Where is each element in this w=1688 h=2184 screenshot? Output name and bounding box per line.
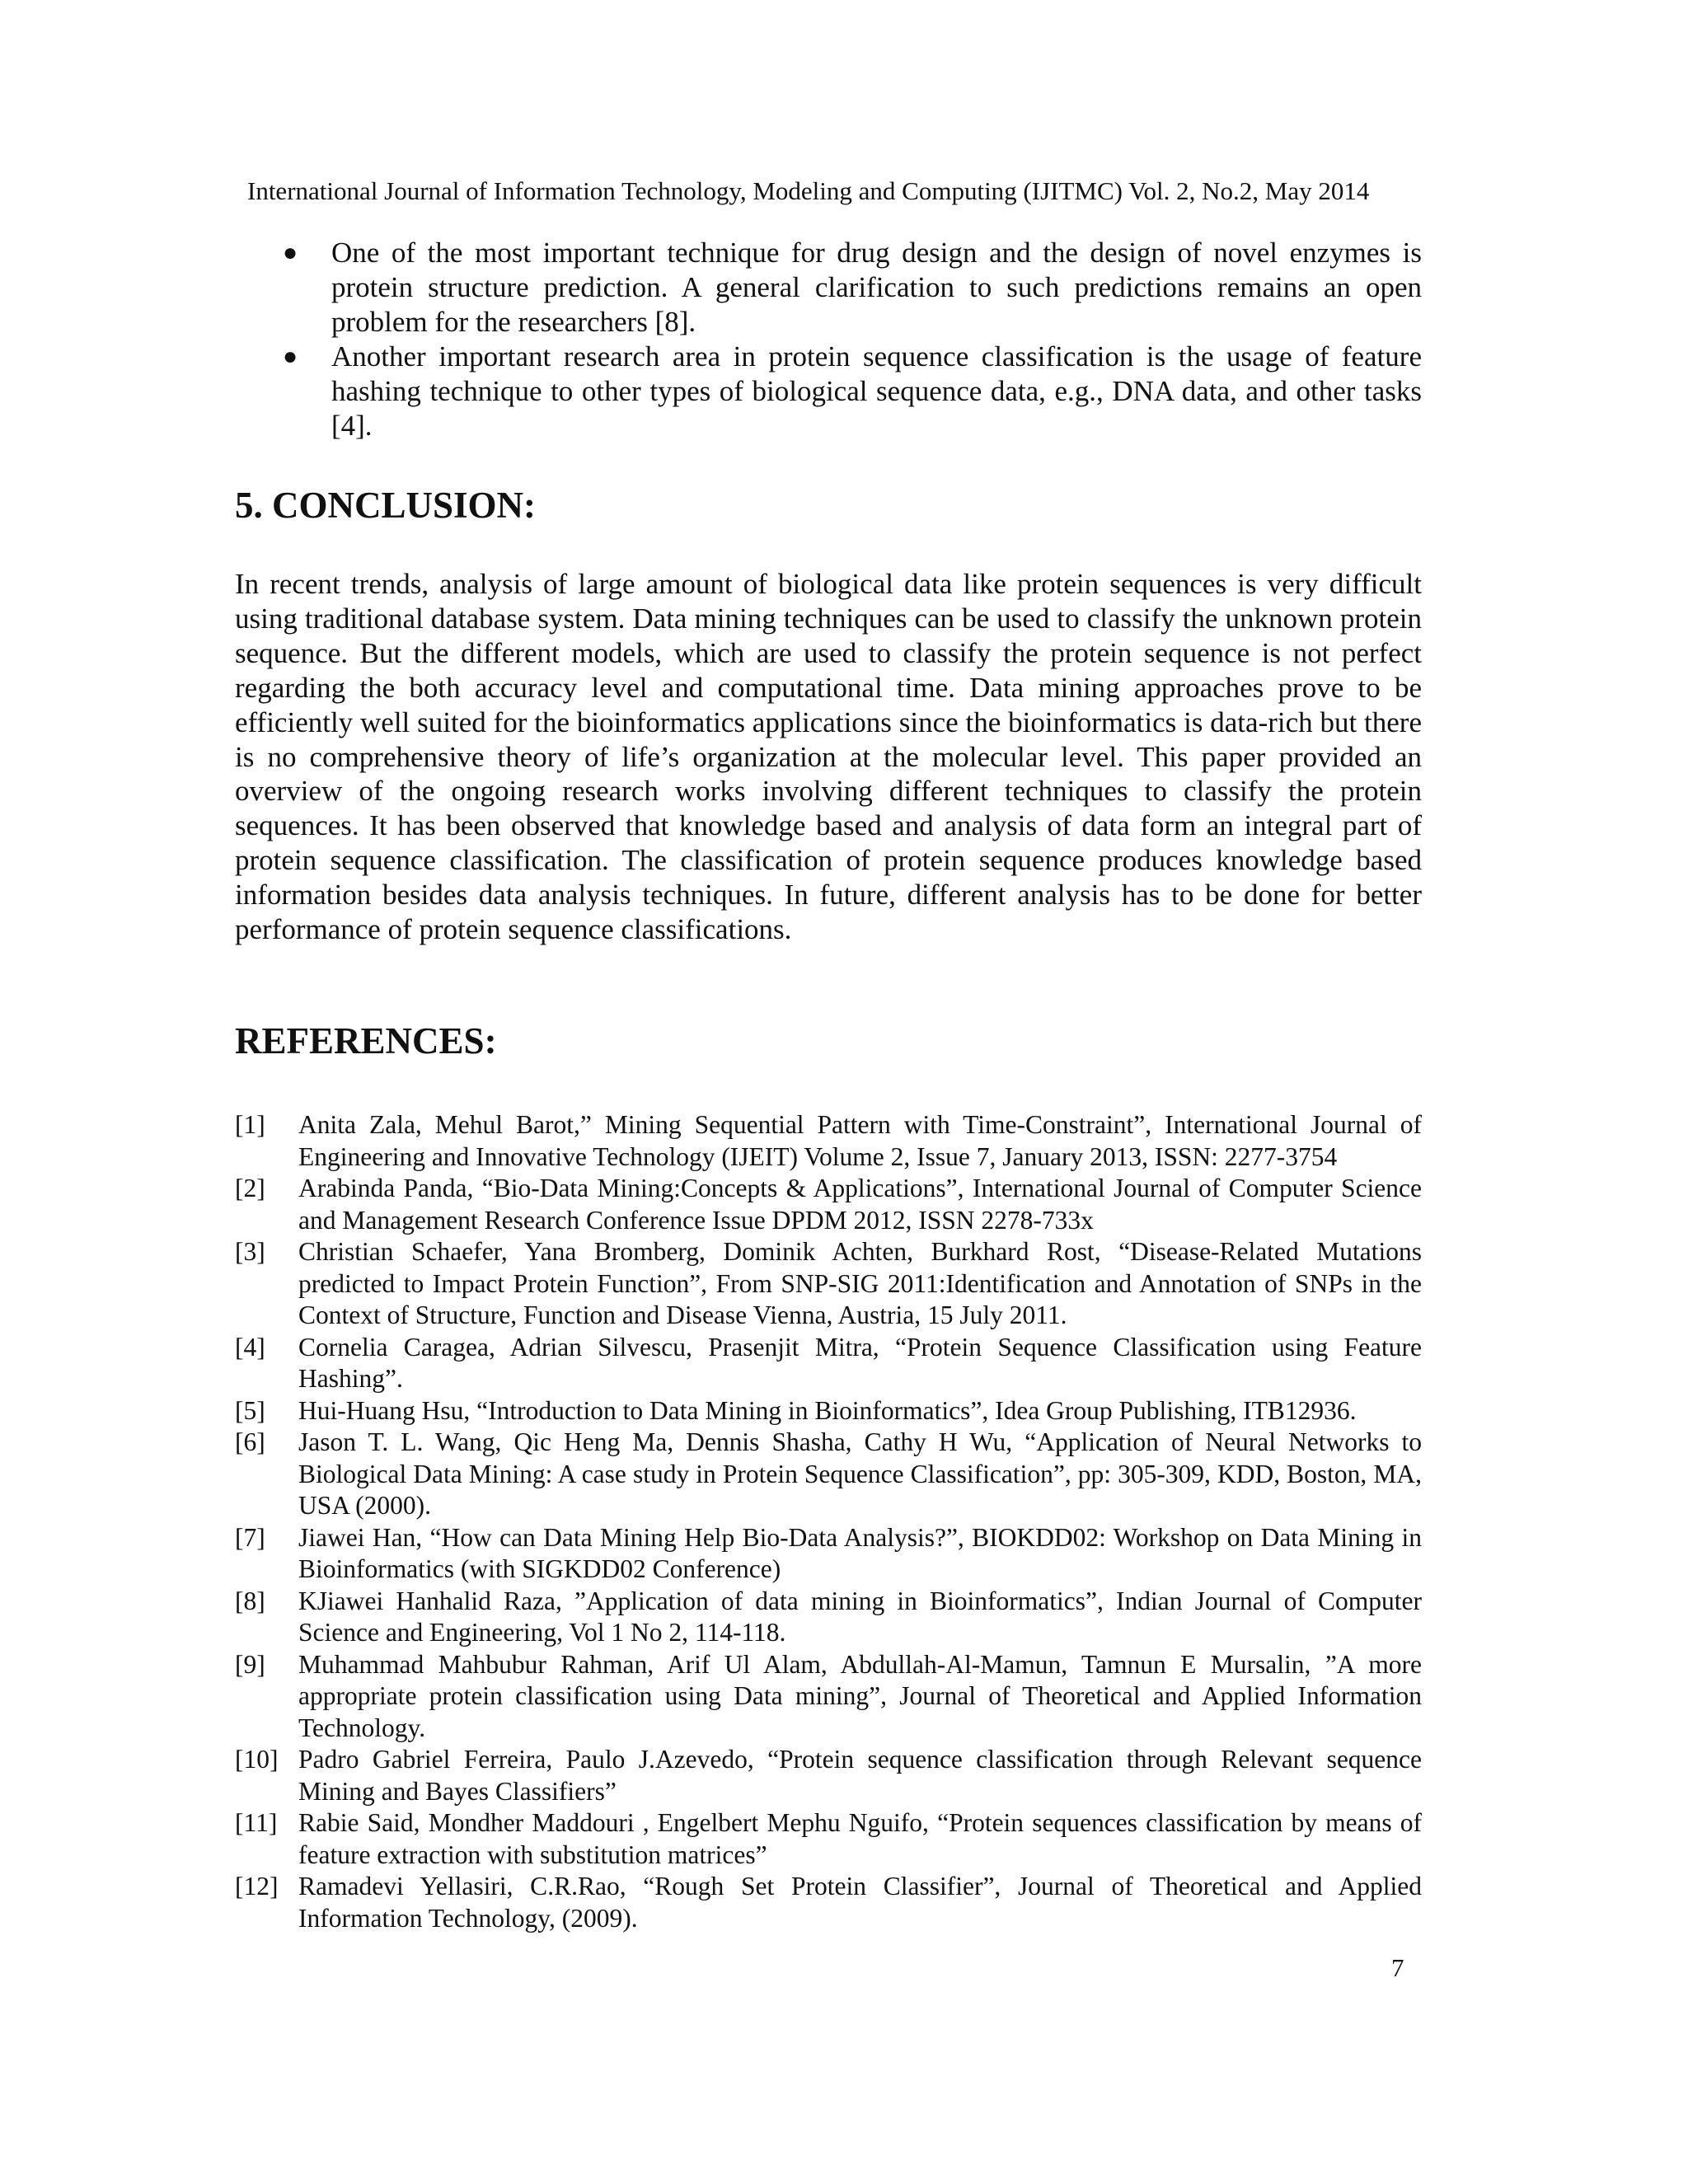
reference-number: [4] xyxy=(235,1332,265,1361)
reference-number: [7] xyxy=(235,1522,265,1552)
bullet-icon: ● xyxy=(283,343,298,370)
bullet-text: One of the most important technique for drug design and the design of novel enzymes is protein structure prediction. A general clarification to such predictions remains an open problem for the researchers [8]. xyxy=(331,237,1422,338)
reference-number: [11] xyxy=(235,1808,278,1837)
reference-text: Muhammad Mahbubur Rahman, Arif Ul Alam, Abdullah-Al-Mamun, Tamnun E Mursalin, ”A more appropriate protein classification using Data mining”, Journal of Theoretical and Applied Information Technology. xyxy=(298,1649,1422,1742)
reference-number: [3] xyxy=(235,1237,265,1266)
reference-item xyxy=(235,1332,1422,1395)
reference-item xyxy=(235,1807,1422,1871)
reference-item xyxy=(235,1871,1422,1934)
reference-number: [5] xyxy=(235,1395,265,1425)
bullet-text: Another important research area in protein sequence classification is the usage of feature hashing technique to other types of biological sequence data, e.g., DNA data, and other tasks [4]. xyxy=(331,340,1422,442)
reference-text: KJiawei Hanhalid Raza, ”Application of data mining in Bioinformatics”, Indian Journal of Computer Science and Engineering, Vol 1 No 2, 114-118. xyxy=(298,1586,1422,1647)
reference-item xyxy=(235,1744,1422,1807)
conclusion-heading: 5. CONCLUSION: xyxy=(235,485,537,526)
reference-text: Padro Gabriel Ferreira, Paulo J.Azevedo, “Protein sequence classification through Relevant sequence Mining and Bayes Classifiers” xyxy=(298,1745,1422,1806)
bullet-icon: ● xyxy=(283,239,298,266)
reference-text: Jason T. L. Wang, Qic Heng Ma, Dennis Shasha, Cathy H Wu, “Application of Neural Networks to Biological Data Mining: A case study in Protein Sequence Classification”, pp: 305-309, KDD, Boston, MA, USA (2000). xyxy=(298,1427,1422,1520)
conclusion-paragraph: In recent trends, analysis of large amount of biological data like protein sequences is very difficult using traditional database system. Data mining techniques can be used to classify the unknown protein sequence. But the different models, which are used to classify the protein sequence is not perfect regarding the both accuracy level and computational time. Data mining approaches prove to be efficiently well suited for the bioinformatics applications since the bioinformatics is data-rich but there is no comprehensive theory of life’s organization at the molecular level. This paper provided an overview of the ongoing research works involving different techniques to classify the protein sequences. It has been observed that knowledge based and analysis of data form an integral part of protein sequence classification. The classification of protein sequence produces knowledge based information besides data analysis techniques. In future, different analysis has to be done for better performance of protein sequence classifications. xyxy=(235,568,1422,946)
reference-item xyxy=(235,1522,1422,1586)
reference-number: [12] xyxy=(235,1872,279,1900)
reference-text: Rabie Said, Mondher Maddouri , Engelbert Mephu Nguifo, “Protein sequences classification by means of feature extraction with substitution matrices” xyxy=(298,1808,1422,1869)
reference-item xyxy=(235,1649,1422,1745)
page-number: 7 xyxy=(1391,1953,1404,1982)
reference-text: Ramadevi Yellasiri, C.R.Rao, “Rough Set Protein Classifier”, Journal of Theoretical and Applied Information Technology, (2009). xyxy=(298,1872,1422,1933)
reference-text: Cornelia Caragea, Adrian Silvescu, Prasenjit Mitra, “Protein Sequence Classification using Feature Hashing”. xyxy=(298,1332,1422,1393)
bullet-list xyxy=(235,236,1422,443)
reference-number: [1] xyxy=(235,1110,265,1139)
reference-text: Hui-Huang Hsu, “Introduction to Data Mining in Bioinformatics”, Idea Group Publishing, ITB12936. xyxy=(298,1395,1357,1425)
references-heading: REFERENCES: xyxy=(235,1020,497,1062)
reference-text: Christian Schaefer, Yana Bromberg, Dominik Achten, Burkhard Rost, “Disease-Related Mutations predicted to Impact Protein Function”, From SNP-SIG 2011:Identification and Annotation of SNPs in the Context of Structure, Function and Disease Vienna, Austria, 15 July 2011. xyxy=(298,1237,1422,1329)
reference-item xyxy=(235,1395,1422,1427)
reference-list xyxy=(235,1109,1422,1934)
reference-item xyxy=(235,1173,1422,1236)
reference-item xyxy=(235,1236,1422,1332)
reference-number: [8] xyxy=(235,1586,265,1615)
reference-number: [10] xyxy=(235,1745,279,1774)
reference-text: Anita Zala, Mehul Barot,” Mining Sequential Pattern with Time-Constraint”, International Journal of Engineering and Innovative Technology (IJEIT) Volume 2, Issue 7, January 2013, ISSN: 2277-3754 xyxy=(298,1110,1422,1171)
bullet-item xyxy=(235,340,1422,443)
running-header: International Journal of Information Technology, Modeling and Computing (IJITMC) Vol. 2, No.2, May 2014 xyxy=(247,176,1370,205)
reference-text: Arabinda Panda, “Bio-Data Mining:Concepts & Applications”, International Journal of Computer Science and Management Research Conference Issue DPDM 2012, ISSN 2278-733x xyxy=(298,1174,1422,1235)
bullet-item xyxy=(235,236,1422,340)
reference-item xyxy=(235,1586,1422,1649)
reference-number: [2] xyxy=(235,1174,265,1202)
reference-text: Jiawei Han, “How can Data Mining Help Bio-Data Analysis?”, BIOKDD02: Workshop on Data Mining in Bioinformatics (with SIGKDD02 Conference) xyxy=(298,1522,1422,1583)
reference-item xyxy=(235,1427,1422,1522)
reference-number: [6] xyxy=(235,1427,265,1456)
reference-number: [9] xyxy=(235,1649,265,1679)
reference-item xyxy=(235,1109,1422,1173)
